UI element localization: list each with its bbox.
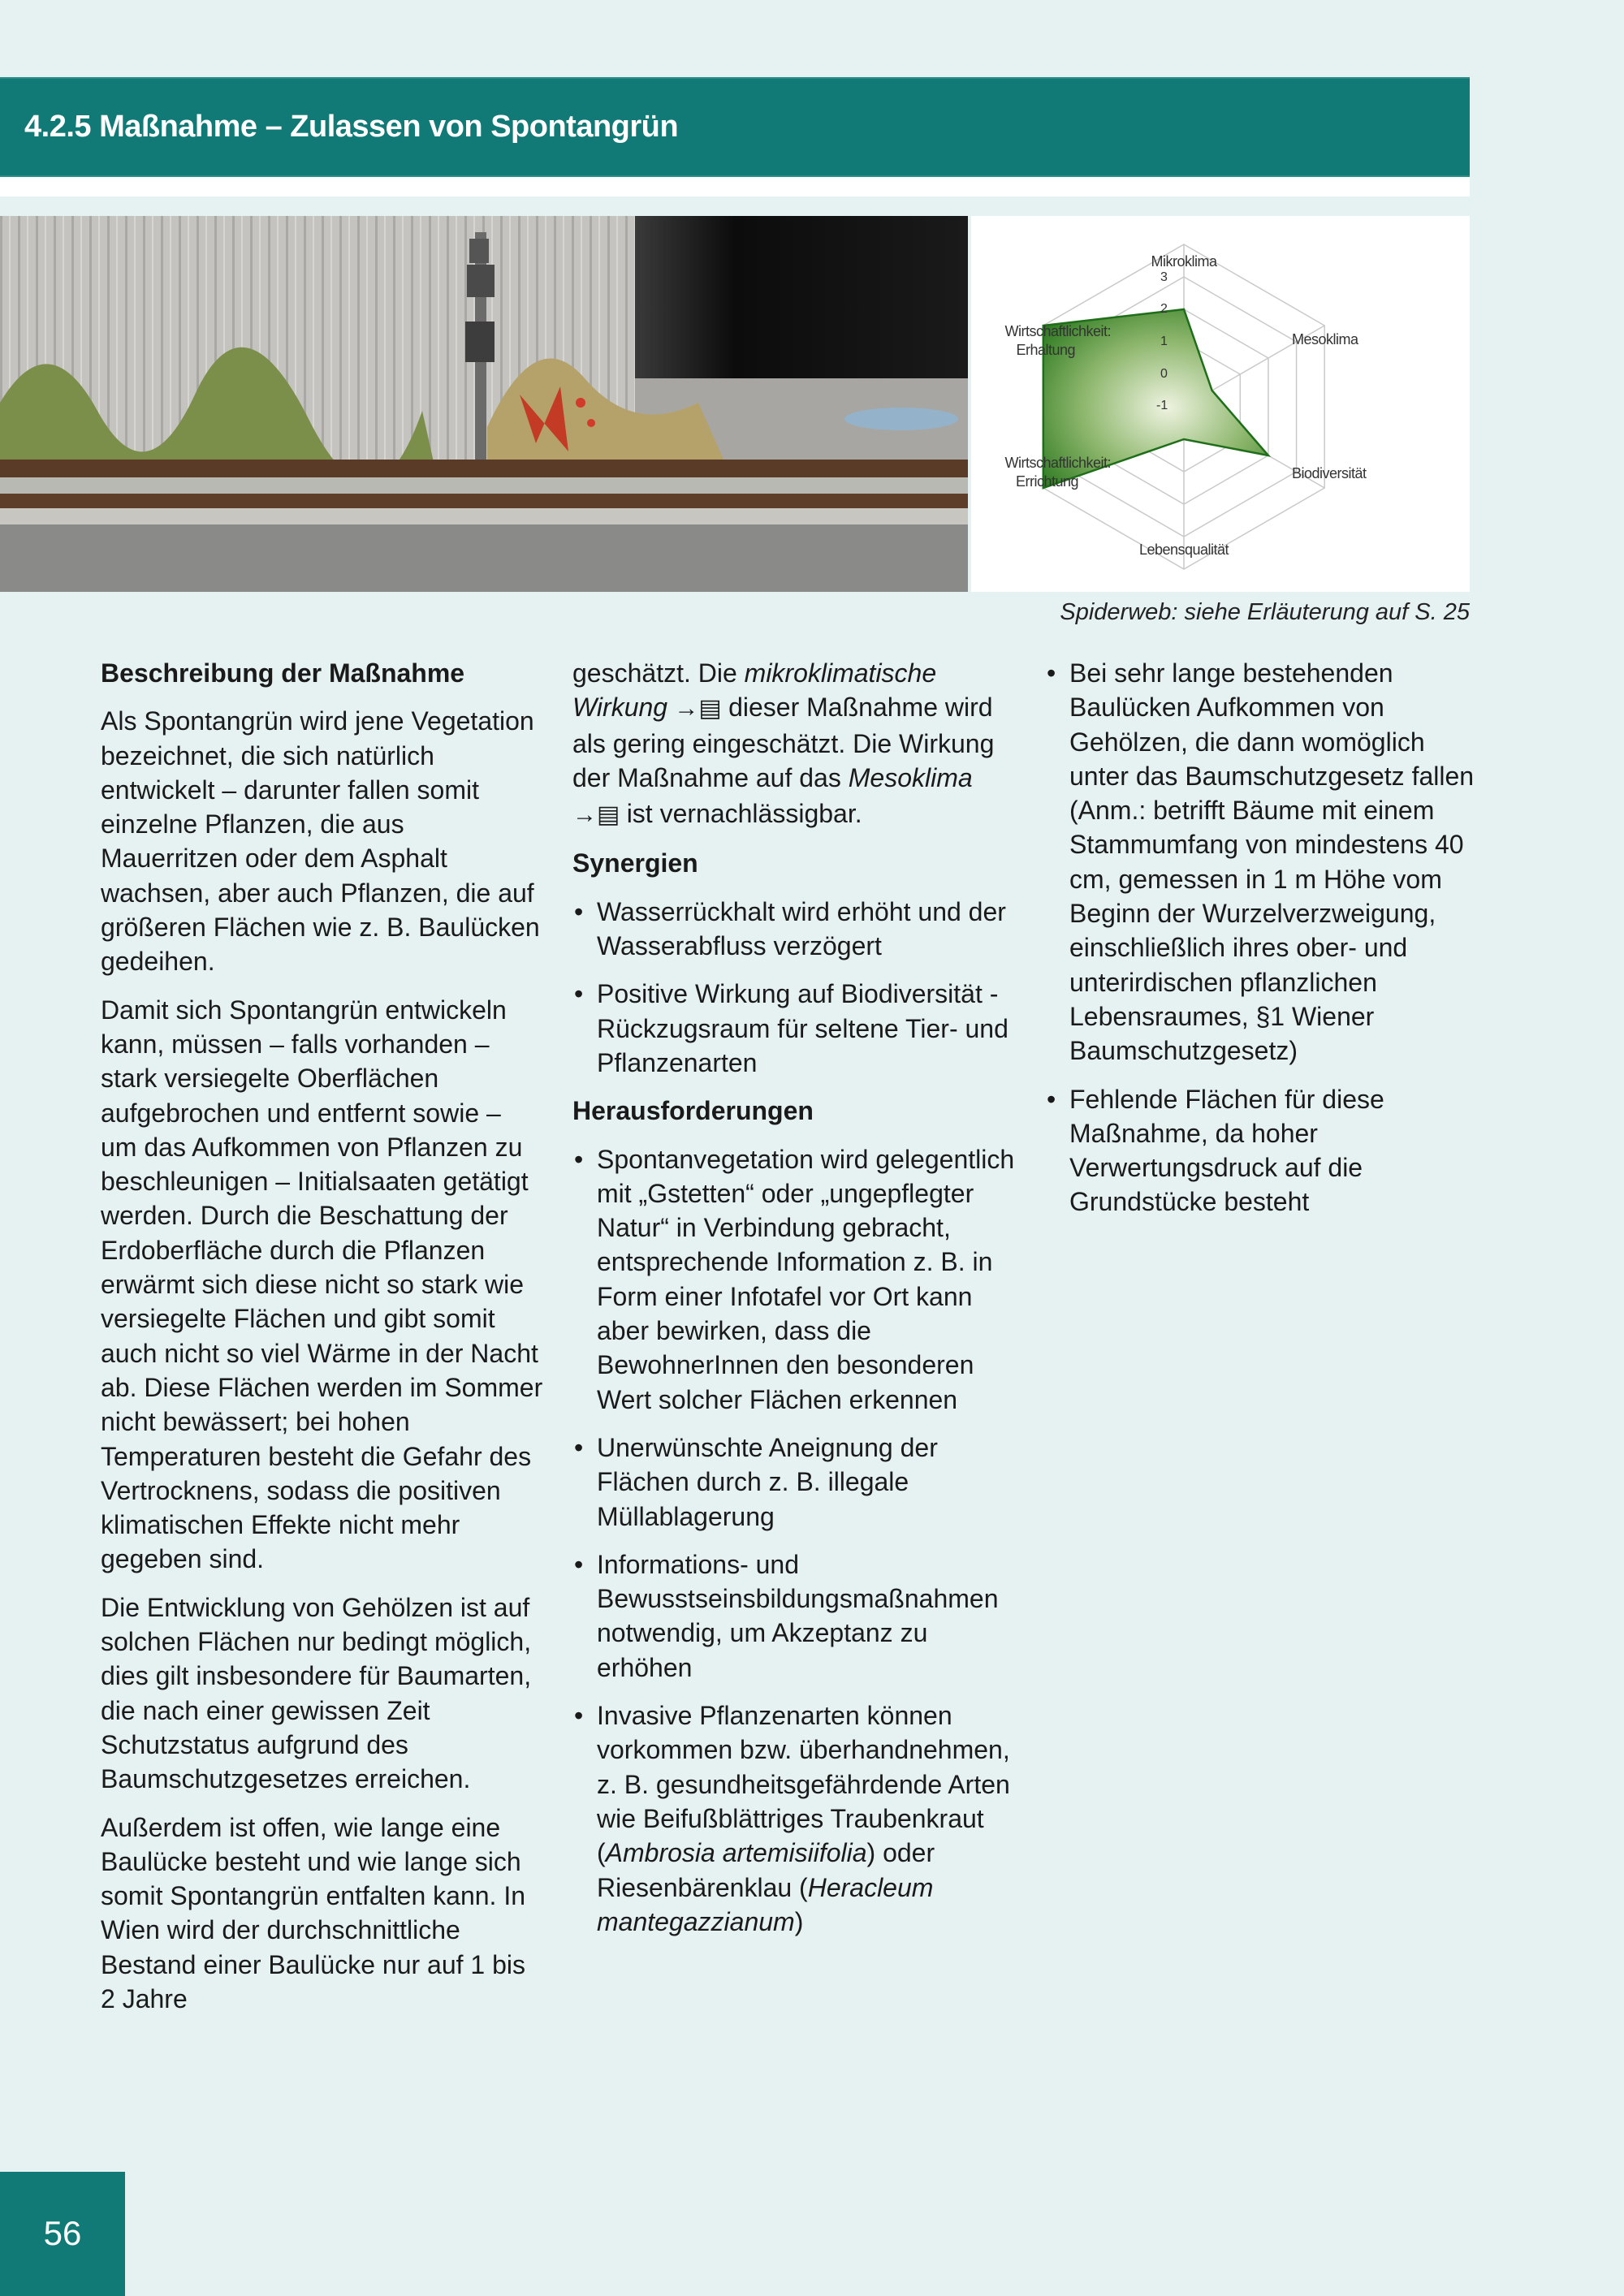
paragraph: Als Spontangrün wird jene Vegetation bezeichnet, die sich natürlich entwickelt – darunter fallen somit einzelne Pflanzen, die aus Mauerritzen oder dem Asphalt wachsen, aber auch Pflanzen, die auf größeren Flächen wie z. B. Baulücken gedeihen.: [101, 706, 540, 977]
list-item: • Unerwünschte Aneignung der Flächen durch z. B. illegale Müllablagerung: [572, 1431, 1015, 1534]
paragraph-continued: [572, 656, 1015, 832]
emphasis-mesoklima: Mesoklima: [848, 762, 973, 792]
tick-label: -1: [1156, 399, 1168, 412]
list-item: [572, 1698, 1015, 1939]
heading-beschreibung: Beschreibung der Maßnahme: [101, 658, 465, 688]
heading-synergien: Synergien: [572, 848, 698, 878]
list-item: • Positive Wirkung auf Biodiversität - Rückzugsraum für seltene Tier- und Pflanzenarten: [572, 977, 1015, 1080]
paragraph: Damit sich Spontangrün entwickeln kann, müssen – falls vorhanden – stark versiegelte Oberflächen aufgebrochen und entfernt sowie – um das Aufkommen von Pflanzen zu beschleunigen – Initialsaaten getätigt werden. Durch die Beschattung der Erdoberfläche durch die Pflanzen erwärmt sich diese nicht so stark wie versiegelte Flächen und gibt somit auch nicht so viel Wärme in der Nacht ab. Diese Flächen werden im Sommer nicht bewässert; bei hohen Temperaturen besteht die Gefahr des Vertrocknens, sodass die positiven klimatischen Effekte nicht mehr gegeben sind.: [101, 995, 543, 1574]
tick-label: 0: [1160, 367, 1168, 381]
chart-caption: Spiderweb: siehe Erläuterung auf S. 25: [1060, 599, 1470, 625]
text-run: ist vernachlässigbar.: [626, 799, 862, 829]
list-item: • Fehlende Flächen für diese Maßnahme, da hoher Verwertungsdruck auf die Grundstücke besteht: [1045, 1082, 1484, 1219]
axis-label-we-errichtung-2: Errichtung: [1015, 473, 1078, 490]
synergien-list: [572, 895, 1015, 1080]
section-header-bar: [0, 77, 1470, 177]
herausforderungen-list-continued: [1045, 656, 1484, 1219]
section-title: 4.2.5 Maßnahme – Zulassen von Spontangrün: [24, 110, 679, 144]
text-run: geschätzt. Die: [572, 658, 745, 688]
text-column-3: [1045, 656, 1484, 1233]
tick-label: 2: [1160, 302, 1168, 316]
tick-label: 1: [1160, 334, 1168, 348]
radar-chart-svg: [971, 216, 1470, 592]
axis-label-mikroklima: Mikroklima: [1151, 253, 1217, 270]
paragraph: Außerdem ist offen, wie lange eine Baulücke besteht und wie lange sich somit Spontangrün entfalten kann. In Wien wird der durchschnittliche Bestand einer Baulücke nur auf 1 bis 2 Jahre: [101, 1812, 526, 2013]
photo-illustration: [0, 216, 968, 592]
page-number-box: [0, 2172, 125, 2296]
paragraph: Die Entwicklung von Gehölzen ist auf solchen Flächen nur bedingt möglich, dies gilt insbesondere für Baumarten, die nach einer gewissen Zeit Schutzstatus aufgrund des Baumschutzgesetzes erreichen.: [101, 1592, 532, 1794]
list-item: • Bei sehr lange bestehenden Baulücken Aufkommen von Gehölzen, die dann womöglich unter das Baumschutzgesetz fallen (Anm.: betrifft Bäume mit einem Stammumfang von mindestens 40 cm, gemessen in 1 m Höhe vom Beginn der Wurzelverzweigung, einschließlich ihres ober- und unterirdischen pflanzlichen Lebensraumes, §1 Wiener Baumschutzgesetz): [1045, 656, 1484, 1068]
axis-label-we-erhaltung-2: Erhaltung: [1016, 342, 1075, 358]
list-item: • Informations- und Bewusstseinsbildungsmaßnahmen notwendig, um Akzeptanz zu erhöhen: [572, 1547, 1015, 1685]
text-column-2: [572, 656, 1015, 1953]
axis-label-we-errichtung: Wirtschaftlichkeit:: [1004, 455, 1111, 471]
glossary-reference-icon[interactable]: →▤: [572, 801, 627, 829]
axis-label-mesoklima: Mesoklima: [1292, 331, 1358, 347]
heading-herausforderungen: Herausforderungen: [572, 1096, 814, 1126]
spontaneous-vegetation-photo: [0, 216, 968, 592]
axis-label-we-erhaltung: Wirtschaftlichkeit:: [1004, 323, 1111, 339]
text-run: ): [794, 1906, 804, 1936]
text-run: dieser Maßnahme wird als gering eingeschätzt. Die Wirkung der Maßnahme auf das: [572, 693, 995, 792]
axis-label-biodiversitaet: Biodiversität: [1292, 465, 1367, 481]
herausforderungen-list: [572, 1142, 1015, 1940]
text-column-1: [101, 656, 543, 2030]
emphasis-mikroklimatische-wirkung: mikroklimatische Wirkung: [572, 658, 937, 723]
species-name: Ambrosia artemisiifolia: [605, 1838, 867, 1868]
list-item: • Spontanvegetation wird gelegentlich mit „Gstetten“ oder „ungepflegter Natur“ in Verbindung gebracht, entsprechende Information z. B. in Form einer Infotafel vor Ort kann aber bewirken, dass die BewohnerInnen den besonderen Wert solcher Flächen erkennen: [572, 1142, 1015, 1417]
glossary-reference-icon[interactable]: →▤: [667, 695, 729, 723]
tick-label: 3: [1160, 270, 1168, 284]
text-run: Invasive Pflanzenarten können vorkommen bzw. überhandnehmen, z. B. gesundheitsgefährdende Arten wie Beifußblättriges Traubenkraut (: [597, 1701, 1010, 1868]
header-divider: [0, 177, 1470, 196]
text-run: ) oder Riesenbärenklau (: [597, 1838, 935, 1902]
page-number: 56: [43, 2214, 82, 2252]
list-item: • Wasserrückhalt wird erhöht und der Wasserabfluss verzögert: [572, 895, 1015, 964]
axis-label-lebensqualitaet: Lebensqualität: [1138, 542, 1229, 558]
spiderweb-chart: [971, 216, 1470, 592]
species-name: Heracleum mantegazzianum: [597, 1872, 934, 1936]
